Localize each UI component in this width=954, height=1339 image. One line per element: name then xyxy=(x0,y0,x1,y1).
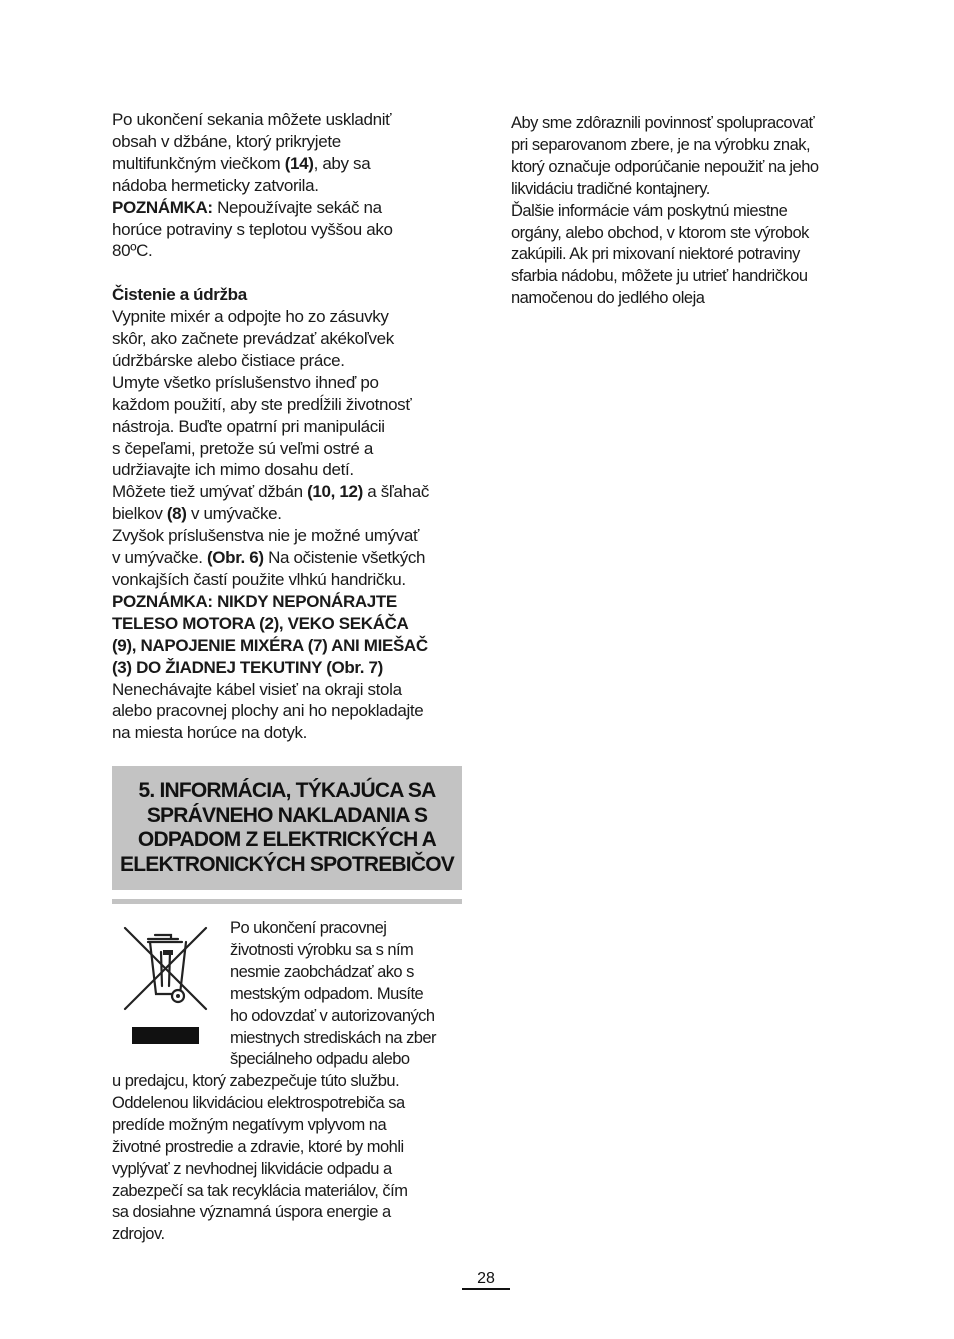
wash-line-1 xyxy=(112,481,468,503)
note2-text-1: POZNÁMKA: NIKDY NEPONÁRAJTE xyxy=(112,591,397,611)
right-line-3: ktorý označuje odporúčanie nepoužiť na jeho xyxy=(511,157,819,176)
weee-line-2: životnosti výrobku sa s ním xyxy=(230,940,414,959)
weee-line-1: Po ukončení pracovnej xyxy=(230,919,387,937)
wash-line-1-tail: a šľahač xyxy=(362,482,429,502)
weee-text-beside-icon xyxy=(230,918,470,1071)
weee-cont-line-5: vyplývať z nevhodnej likvidácie odpadu a xyxy=(112,1159,392,1178)
right-line-9: namočenou do jedlého oleja xyxy=(511,289,705,308)
crossed-out-wheelie-bin-icon xyxy=(112,920,217,1050)
page-number: 28 xyxy=(477,1270,495,1287)
section-title xyxy=(112,779,462,877)
cleaning-line-8: udržiavajte ich mimo dosahu detí. xyxy=(112,460,354,480)
wash-line-1-text: Môžete tiež umývať džbán xyxy=(112,482,308,502)
right-line-6: orgány, alebo obchod, v ktorom ste výrobok xyxy=(511,223,809,242)
wash-line-2 xyxy=(112,503,468,525)
cleaning-line-7: s čepeľami, pretože sú veľmi ostré a xyxy=(112,438,373,458)
right-line-8: sfarbia nádobu, môžete ju utrieť handričkou xyxy=(511,267,808,286)
note2-text-3: (9), NAPOJENIE MIXÉRA (7) ANI MIEŠAČ xyxy=(112,635,428,655)
weee-line-6: miestnych strediskách na zber xyxy=(230,1028,436,1047)
right-line-5: Ďalšie informácie vám poskytnú miestne xyxy=(511,201,788,220)
right-line-1: Aby sme zdôraznili povinnosť spolupracovať xyxy=(511,114,815,132)
note1-text: Nepoužívajte sekáč na xyxy=(212,197,382,217)
part-ref-8: (8) xyxy=(166,504,187,524)
wash-line-2-tail: v umývačke. xyxy=(186,504,282,524)
spacer xyxy=(112,262,468,284)
section-title-line-1: 5. INFORMÁCIA, TÝKAJÚCA SA xyxy=(138,779,436,802)
section-title-line-3: ODPADOM Z ELEKTRICKÝCH A xyxy=(137,828,437,851)
left-column xyxy=(112,109,468,744)
note2-line-1 xyxy=(112,591,468,613)
note1-label: POZNÁMKA: xyxy=(112,197,213,217)
right-column xyxy=(511,113,861,310)
figure-ref-6: (Obr. 6) xyxy=(207,548,264,568)
note2-line-4 xyxy=(112,657,468,679)
weee-cont-line-7: sa dosiahne významná úspora energie a xyxy=(112,1203,391,1222)
note2-text-2: TELESO MOTORA (2), VEKO SEKÁČA xyxy=(112,613,409,633)
weee-cont-line-1: u predajcu, ktorý zabezpečuje túto službu. xyxy=(112,1072,400,1090)
cleaning-line-6: nástroja. Buďte opatrní pri manipulácii xyxy=(112,416,385,436)
weee-cont-line-4: životné prostredie a zdravie, ktoré by mohli xyxy=(112,1137,404,1156)
cable-line-1: Nenechávajte kábel visieť na okraji stola xyxy=(112,679,402,699)
rest-line-2-tail: Na očistenie všetkých xyxy=(263,548,426,568)
note2-line-2 xyxy=(112,613,468,635)
cleaning-line-1: Vypnite mixér a odpojte ho zo zásuvky xyxy=(112,307,389,327)
note1-line-1 xyxy=(112,197,468,219)
weee-line-7: špeciálneho odpadu alebo xyxy=(230,1050,410,1069)
rest-line-1: Zvyšok príslušenstva nie je možné umývať xyxy=(112,526,419,546)
para1-line-1: Po ukončení sekania môžete uskladniť xyxy=(112,110,392,129)
weee-cont-line-3: predíde možným negatívym vplyvom na xyxy=(112,1115,387,1134)
cleaning-heading xyxy=(112,284,468,306)
part-ref-14: (14) xyxy=(284,153,314,173)
para1-line-2: obsah v džbáne, ktorý prikryjete xyxy=(112,131,341,151)
section-title-line-2: SPRÁVNEHO NAKLADANIA S xyxy=(146,803,428,827)
weee-line-3: nesmie zaobchádzať ako s xyxy=(230,962,414,981)
section-title-line-4: ELEKTRONICKÝCH SPOTREBIČOV xyxy=(120,852,454,876)
weee-cont-line-2: Oddelenou likvidáciou elektrospotrebiča sa xyxy=(112,1093,405,1112)
section-divider xyxy=(112,899,462,904)
wash-line-2-text: bielkov xyxy=(112,504,167,524)
page-number-underline xyxy=(462,1288,510,1290)
para1-line-3-text: multifunkčným viečkom xyxy=(112,153,285,173)
cleaning-line-5: každom použití, aby ste predĺžili životnosť xyxy=(112,394,412,414)
note1-line-2: horúce potraviny s teplotou vyššou ako xyxy=(112,219,393,239)
right-line-2: pri separovanom zbere, je na výrobku znak, xyxy=(511,135,811,154)
rest-line-2 xyxy=(112,547,468,569)
cable-line-2: alebo pracovnej plochy ani ho nepokladajte xyxy=(112,701,424,721)
note2-line-3 xyxy=(112,635,468,657)
cleaning-line-3: údržbárske alebo čistiace práce. xyxy=(112,350,345,370)
weee-line-5: ho odovzdať v autorizovaných xyxy=(230,1006,435,1025)
right-line-7: zakúpili. Ak pri mixovaní niektoré potraviny xyxy=(511,245,800,264)
rest-line-3: vonkajších častí použite vlhkú handričku. xyxy=(112,570,406,590)
right-line-4: likvidáciu tradičné kontajnery. xyxy=(511,179,710,198)
weee-cont-line-8: zdrojov. xyxy=(112,1225,165,1244)
weee-cont-line-6: zabezpečí sa tak recyklácia materiálov, čím xyxy=(112,1181,408,1200)
para1-line-4: nádoba hermeticky zatvorila. xyxy=(112,175,319,195)
rest-line-2-text: v umývačke. xyxy=(112,548,207,568)
cleaning-line-4: Umyte všetko príslušenstvo ihneď po xyxy=(112,372,379,392)
cleaning-heading-text: Čistenie a údržba xyxy=(112,285,247,305)
part-ref-10-12: (10, 12) xyxy=(307,482,363,502)
section-heading-box xyxy=(112,766,462,890)
cleaning-line-2: skôr, ako začnete prevádzať akékoľvek xyxy=(112,329,394,349)
weee-line-4: mestským odpadom. Musíte xyxy=(230,984,424,1003)
cable-line-3: na miesta horúce na dotyk. xyxy=(112,723,308,743)
note2-text-4: (3) DO ŽIADNEJ TEKUTINY (Obr. 7) xyxy=(112,657,383,677)
para1-line-3 xyxy=(112,153,468,175)
note1-line-3: 80ºC. xyxy=(112,241,153,261)
para1-line-3-tail: , aby sa xyxy=(313,153,371,173)
weee-text-continued xyxy=(112,1071,462,1246)
